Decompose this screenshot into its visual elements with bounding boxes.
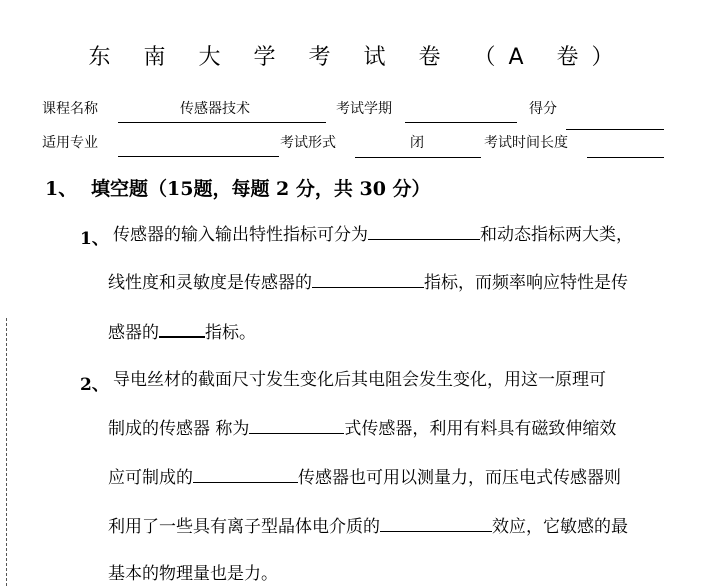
question-2-line-3 (108, 466, 621, 489)
question-2-text: 利用了一些具有离子型晶体电介质的 (108, 517, 380, 537)
answer-blank[interactable] (249, 417, 344, 434)
exam-term-line (405, 122, 517, 123)
question-1-text: 和动态指标两大类， (480, 225, 633, 245)
score-line (566, 129, 664, 130)
question-2-line-4 (108, 515, 628, 538)
question-2-text: 制成的传感器 称为 (108, 419, 250, 439)
question-1-number: 1、 (80, 229, 109, 249)
question-1-text: 线性度和灵敏度是传感器的 (108, 273, 312, 293)
question-2-number: 2、 (80, 375, 109, 395)
course-name-line (118, 122, 326, 123)
question-2-text: 应可制成的 (108, 468, 193, 488)
section-number: 1、 (45, 178, 78, 200)
question-2-line-2 (108, 417, 616, 440)
course-name-value: 传感器技术 (180, 101, 250, 117)
question-1-text: 感器的 (108, 323, 159, 343)
section-title: 填空题（15题，每题 2 分，共 30 分） (91, 178, 431, 200)
question-1-line-2 (108, 271, 628, 294)
question-1-text: 指标。 (205, 323, 256, 343)
exam-title: 东 南 大 学 考 试 卷 （A 卷） (88, 45, 627, 70)
answer-blank[interactable] (193, 466, 298, 483)
question-2-line-1: 导电丝材的截面尺寸发生变化后其电阻会发生变化，用这一原理可 (113, 370, 606, 390)
question-2-text: 式传感器，利用有料具有磁致伸缩效 (344, 419, 617, 439)
answer-blank[interactable] (380, 515, 492, 532)
exam-term-label: 考试学期 (336, 101, 392, 117)
question-2-text: 传感器也可用以测量力，而压电式传感器则 (298, 468, 621, 488)
applicable-major-line (118, 156, 279, 157)
answer-blank[interactable] (312, 271, 424, 288)
score-label: 得分 (529, 101, 557, 117)
question-1-text: 指标，而频率响应特性是传 (424, 273, 628, 293)
question-1-line-3 (108, 320, 256, 344)
exam-duration-line (587, 157, 664, 158)
question-2-line-5: 基本的物理量也是力。 (108, 564, 278, 584)
question-2-text: 效应，它敏感的最 (492, 517, 628, 537)
exam-form-value: 闭 (410, 135, 424, 151)
exam-form-label: 考试形式 (280, 135, 336, 151)
question-1-line-1 (113, 223, 633, 246)
applicable-major-label: 适用专业 (42, 135, 98, 151)
answer-blank[interactable] (368, 223, 480, 240)
course-name-label: 课程名称 (42, 101, 98, 117)
question-1-text: 传感器的输入输出特性指标可分为 (113, 225, 368, 245)
exam-duration-label: 考试时间长度 (484, 135, 568, 151)
answer-blank[interactable] (159, 320, 205, 338)
exam-form-line (355, 157, 481, 158)
binding-margin-line (6, 318, 7, 586)
